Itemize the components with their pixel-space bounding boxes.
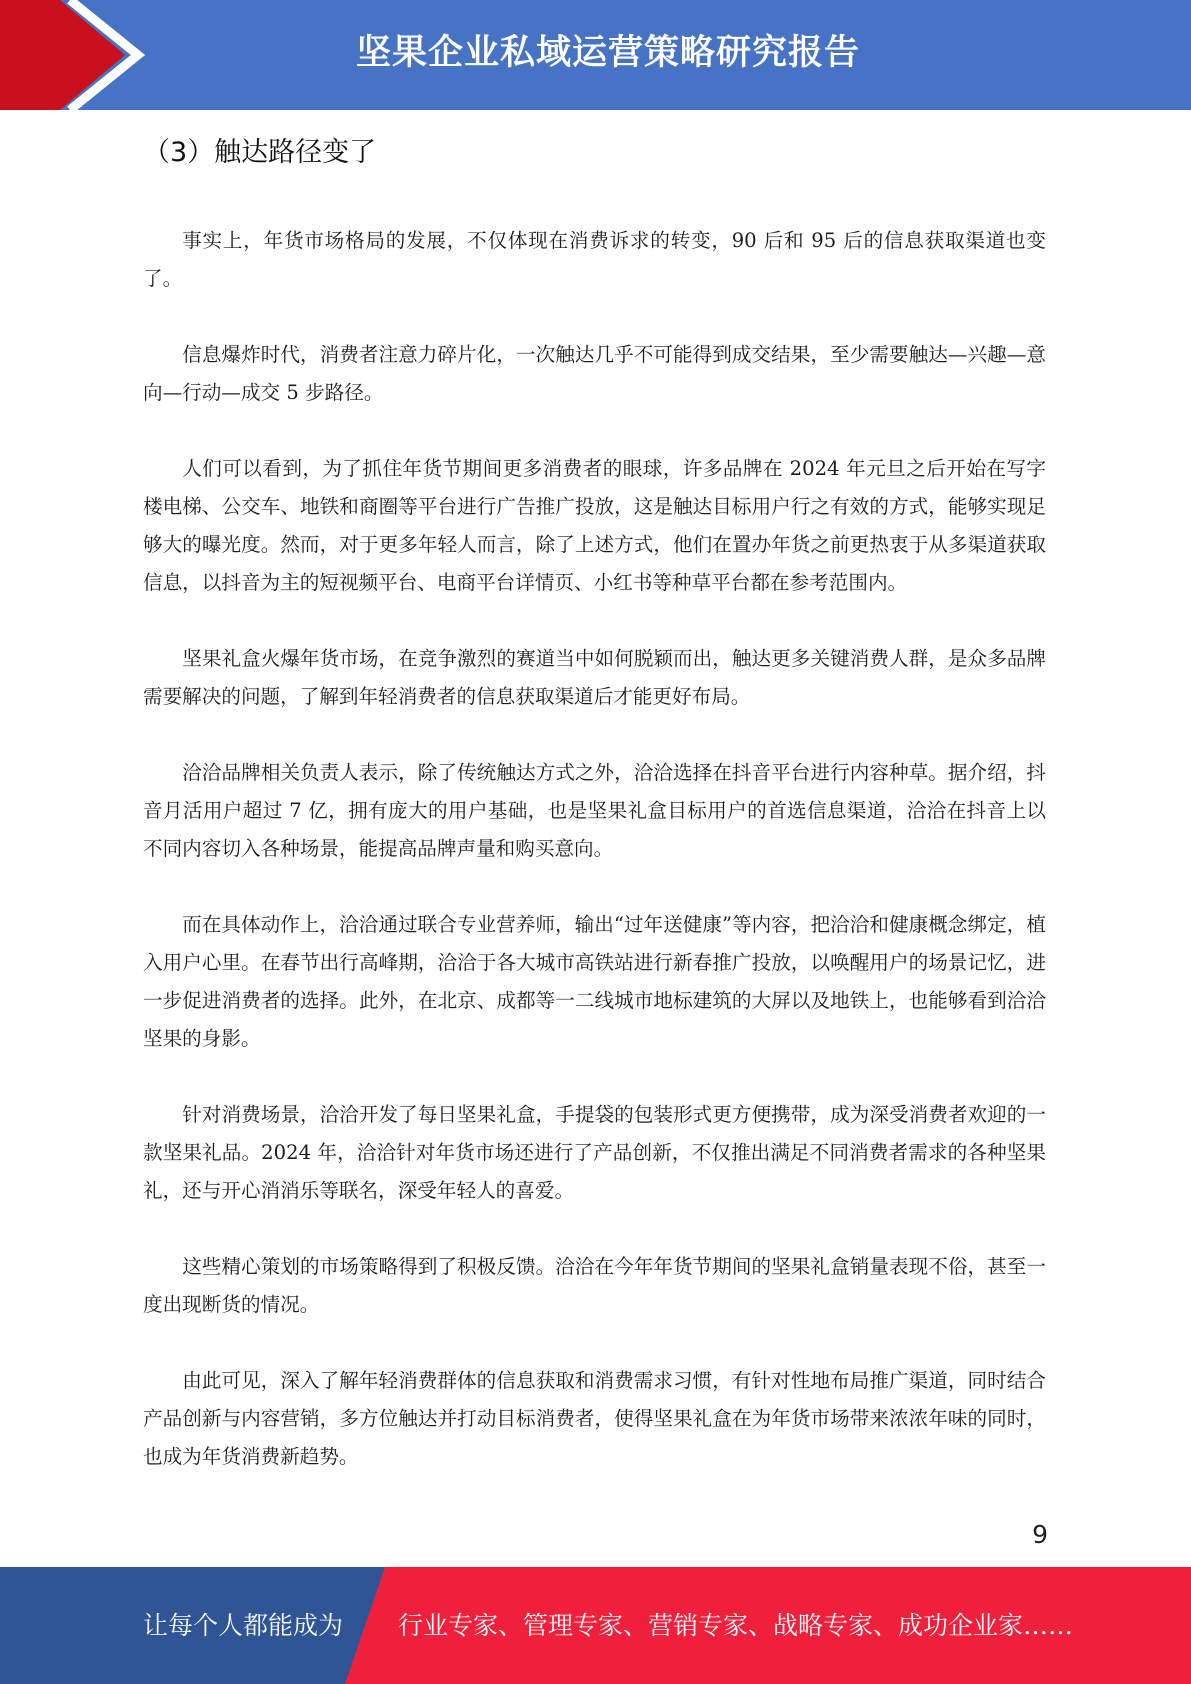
- page-footer: [0, 1567, 1191, 1684]
- paragraph-7: 针对消费场景，洽洽开发了每日坚果礼盒，手提袋的包装形式更方便携带，成为深受消费者欢迎的一款坚果礼品。2024 年，洽洽针对年货市场还进行了产品创新，不仅推出满足不同消费者需求的各种坚果礼，还与开心消消乐等联名，深受年轻人的喜爱。: [143, 1103, 1046, 1202]
- report-title: 坚果企业私域运营策略研究报告: [355, 33, 860, 73]
- paragraph-6: 而在具体动作上，洽洽通过联合专业营养师，输出“过年送健康”等内容，把洽洽和健康概念绑定，植入用户心里。在春节出行高峰期，洽洽于各大城市高铁站进行新春推广投放，以唤醒用户的场景记忆，进一步促进消费者的选择。此外，在北京、成都等一二线城市地标建筑的大屏以及地铁上，也能够看到洽洽坚果的身影。: [143, 913, 1046, 1050]
- article-body: [143, 222, 1046, 1514]
- paragraph-2: 信息爆炸时代，消费者注意力碎片化，一次触达几乎不可能得到成交结果，至少需要触达—兴趣—意向—行动—成交 5 步路径。: [143, 343, 1046, 404]
- paragraph-9: 由此可见，深入了解年轻消费群体的信息获取和消费需求习惯，有针对性地布局推广渠道，同时结合产品创新与内容营销，多方位触达并打动目标消费者，使得坚果礼盒在为年货市场带来浓浓年味的同时，也成为年货消费新趋势。: [143, 1369, 1046, 1468]
- page-number: 9: [1032, 1520, 1048, 1549]
- paragraph-3: 人们可以看到，为了抓住年货节期间更多消费者的眼球，许多品牌在 2024 年元旦之后开始在写字楼电梯、公交车、地铁和商圈等平台进行广告推广投放，这是触达目标用户行之有效的方式，能够实现足够大的曝光度。然而，对于更多年轻人而言，除了上述方式，他们在置办年货之前更热衷于从多渠道获取信息，以抖音为主的短视频平台、电商平台详情页、小红书等种草平台都在参考范围内。: [143, 457, 1046, 594]
- page-header: [0, 0, 1191, 110]
- footer-slogan-lead: 让每个人都能成为: [143, 1611, 344, 1640]
- footer-slogan-list: 行业专家、管理专家、营销专家、战略专家、成功企业家……: [398, 1611, 1074, 1640]
- paragraph-4: 坚果礼盒火爆年货市场，在竞争激烈的赛道当中如何脱颖而出，触达更多关键消费人群，是众多品牌需要解决的问题，了解到年轻消费者的信息获取渠道后才能更好布局。: [143, 647, 1046, 708]
- paragraph-8: 这些精心策划的市场策略得到了积极反馈。洽洽在今年年货节期间的坚果礼盒销量表现不俗，甚至一度出现断货的情况。: [143, 1255, 1046, 1316]
- paragraph-1: 事实上，年货市场格局的发展，不仅体现在消费诉求的转变，90 后和 95 后的信息获取渠道也变了。: [143, 229, 1046, 290]
- paragraph-5: 洽洽品牌相关负责人表示，除了传统触达方式之外，洽洽选择在抖音平台进行内容种草。据介绍，抖音月活用户超过 7 亿，拥有庞大的用户基础，也是坚果礼盒目标用户的首选信息渠道，洽洽在抖音上以不同内容切入各种场景，能提高品牌声量和购买意向。: [143, 761, 1046, 860]
- section-heading: （3）触达路径变了: [143, 137, 377, 168]
